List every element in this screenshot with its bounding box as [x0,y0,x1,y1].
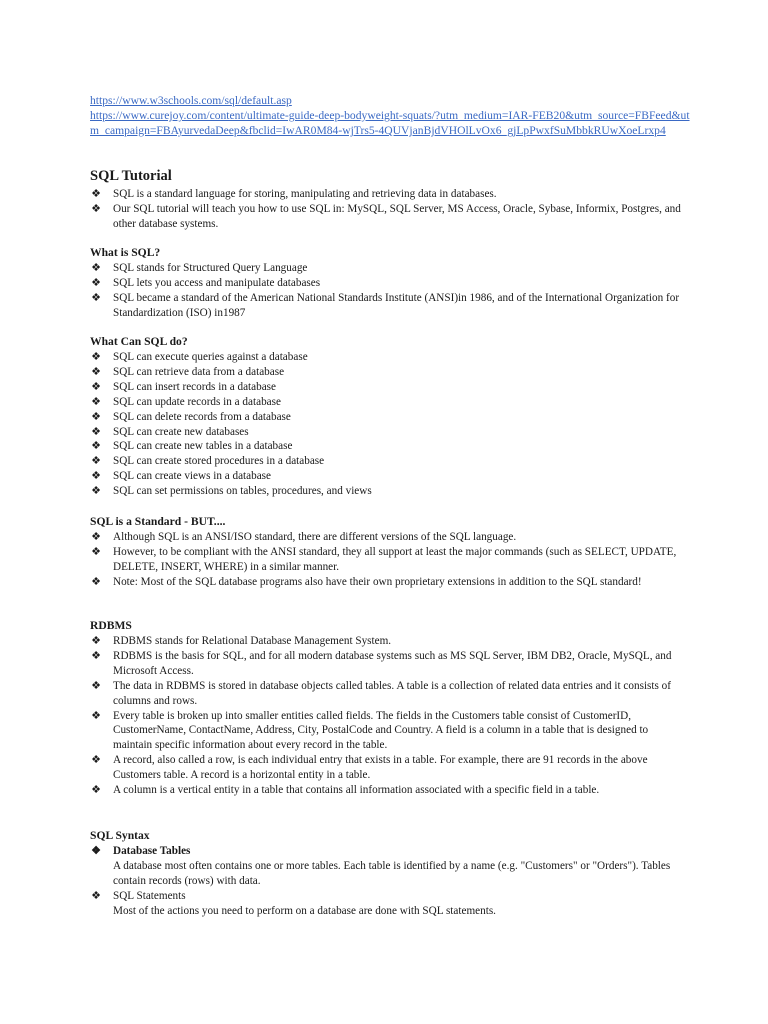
section-title: What Can SQL do? [90,335,188,348]
list-item [90,649,690,679]
list-item-text: SQL can insert records in a database [113,380,276,393]
list-item [90,380,690,395]
list-item [90,395,690,410]
list-item [90,439,690,454]
section-title: RDBMS [90,619,132,632]
bullet-list [90,530,690,590]
list-item-text: SQL became a standard of the American National Standards Institute (ANSI)in 1986, and of the International Organization for Standardization (ISO) in1987 [113,291,680,319]
list-item-text: A record, also called a row, is each individual entry that exists in a table. For example, there are 91 records in the above Customers table. A record is a horizontal entity in a table. [113,754,648,782]
list-item [90,365,690,380]
bullet-diamond-icon: ❖ [91,440,101,453]
bullet-diamond-icon: ❖ [91,188,101,200]
subsection-body: Most of the actions you need to perform on a database are done with SQL statements. [113,904,496,917]
bullet-list [90,634,690,798]
list-item-text: SQL can delete records from a database [113,410,291,423]
section-title: SQL Tutorial [90,168,172,184]
bullet-diamond-icon: ❖ [91,410,101,423]
bullet-diamond-icon: ❖ [91,395,101,408]
list-item [90,276,690,291]
subsection-title: SQL Statements [113,889,186,902]
list-item [90,530,690,545]
bullet-diamond-icon: ❖ [91,784,101,797]
list-item-text: SQL can create new databases [113,425,249,438]
list-item [90,634,690,649]
bullet-list [90,844,690,919]
bullet-list [90,261,690,321]
list-item-text: SQL can create new tables in a database [113,440,293,453]
bullet-list [90,187,690,232]
list-item [90,844,690,889]
list-item-text: Although SQL is an ANSI/ISO standard, there are different versions of the SQL language. [113,531,517,543]
list-item-text: Every table is broken up into smaller entities called fields. The fields in the Customers table consist of CustomerID, CustomerName, ContactName, Address, City, PostalCode and Country. A field is a column in a table that is designed to maintain specific information about every record in the table. [113,709,649,752]
list-item-text: The data in RDBMS is stored in database objects called tables. A table is a collection of related data entries and it consists of columns and rows. [113,679,671,707]
section-title: SQL Syntax [90,829,150,842]
bullet-diamond-icon: ❖ [91,291,101,304]
subsection-title: Database Tables [113,845,191,857]
bullet-diamond-icon: ❖ [91,649,101,662]
list-item-text: However, to be compliant with the ANSI standard, they all support at least the major commands (such as SELECT, UPDATE, DELETE, INSERT, WHERE) in a similar manner. [113,545,677,573]
bullet-diamond-icon: ❖ [91,351,101,363]
list-item-text: SQL can execute queries against a database [113,351,308,363]
list-item [90,187,690,202]
list-item [90,889,690,919]
list-item [90,545,690,575]
list-item-text: SQL can create stored procedures in a database [113,455,325,468]
section-what-is-sql [90,245,690,321]
list-item-text: SQL can update records in a database [113,395,281,408]
bullet-diamond-icon: ❖ [91,380,101,393]
list-item-text: SQL lets you access and manipulate databases [113,276,321,289]
bullet-diamond-icon: ❖ [91,365,101,378]
list-item [90,261,690,276]
section-rdbms [90,618,690,798]
list-item-text: Our SQL tutorial will teach you how to use SQL in: MySQL, SQL Server, MS Access, Oracle, Sybase, Informix, Postgres, and other database systems. [113,202,681,230]
bullet-diamond-icon: ❖ [91,470,101,483]
list-item-text: Note: Most of the SQL database programs also have their own proprietary extensions in addition to the SQL standard! [113,575,642,588]
list-item-text: SQL can retrieve data from a database [113,365,285,378]
bullet-diamond-icon: ❖ [91,889,101,902]
section-what-can-sql-do [90,334,690,499]
bullet-diamond-icon: ❖ [91,455,101,468]
bullet-diamond-icon: ❖ [91,485,101,498]
section-title: SQL is a Standard - BUT.... [90,515,226,528]
list-item-text: RDBMS stands for Relational Database Management System. [113,635,392,647]
list-item-text: SQL is a standard language for storing, manipulating and retrieving data in databases. [113,188,497,200]
section-title: What is SQL? [90,246,161,259]
link-curejoy[interactable]: https://www.curejoy.com/content/ultimate-guide-deep-bodyweight-squats/?utm_medium=IAR-FEB20&utm_source=FBFeed&utm_campaign=FBAyurvedaDeep&fbclid=IwAR0M84-wjTrs5-4QUVjanBjdVHOlLvOx6_gjLpPwxfSuMbbkRUwXoeLrxp4 [90,109,690,137]
list-item [90,291,690,321]
list-item [90,350,690,365]
bullet-diamond-icon: ❖ [91,531,101,543]
subsection-body: A database most often contains one or more tables. Each table is identified by a name (e.g. "Customers" or "Orders"). Tables contain records (rows) with data. [113,859,671,887]
bullet-diamond-icon: ❖ [91,202,101,215]
list-item-text: SQL can create views in a database [113,470,272,483]
bullet-list [90,350,690,499]
bullet-diamond-icon: ❖ [91,754,101,767]
list-item [90,454,690,469]
list-item-text: A column is a vertical entity in a table that contains all information associated with a specific field in a table. [113,784,600,797]
link-w3schools[interactable]: https://www.w3schools.com/sql/default.asp [90,94,292,107]
list-item [90,410,690,425]
bullet-diamond-icon: ❖ [91,276,101,289]
section-sql-standard [90,514,690,590]
bullet-diamond-icon: ❖ [91,679,101,692]
list-item [90,709,690,754]
list-item [90,575,690,590]
section-sql-tutorial [90,168,690,232]
list-item [90,484,690,499]
bullet-diamond-icon: ❖ [91,262,101,274]
list-item [90,783,690,798]
list-item-text: SQL stands for Structured Query Language [113,262,308,274]
list-item [90,202,690,232]
reference-links [90,93,690,138]
section-sql-syntax [90,828,690,919]
bullet-diamond-icon: ❖ [91,575,101,588]
list-item [90,753,690,783]
bullet-diamond-icon: ❖ [91,845,101,857]
list-item [90,469,690,484]
bullet-diamond-icon: ❖ [91,709,101,722]
list-item [90,679,690,709]
list-item-text: RDBMS is the basis for SQL, and for all modern database systems such as MS SQL Server, IBM DB2, Oracle, MySQL, and Microsoft Access. [113,649,672,677]
bullet-diamond-icon: ❖ [91,635,101,647]
list-item-text: SQL can set permissions on tables, procedures, and views [113,485,372,498]
bullet-diamond-icon: ❖ [91,545,101,558]
bullet-diamond-icon: ❖ [91,425,101,438]
list-item [90,425,690,440]
